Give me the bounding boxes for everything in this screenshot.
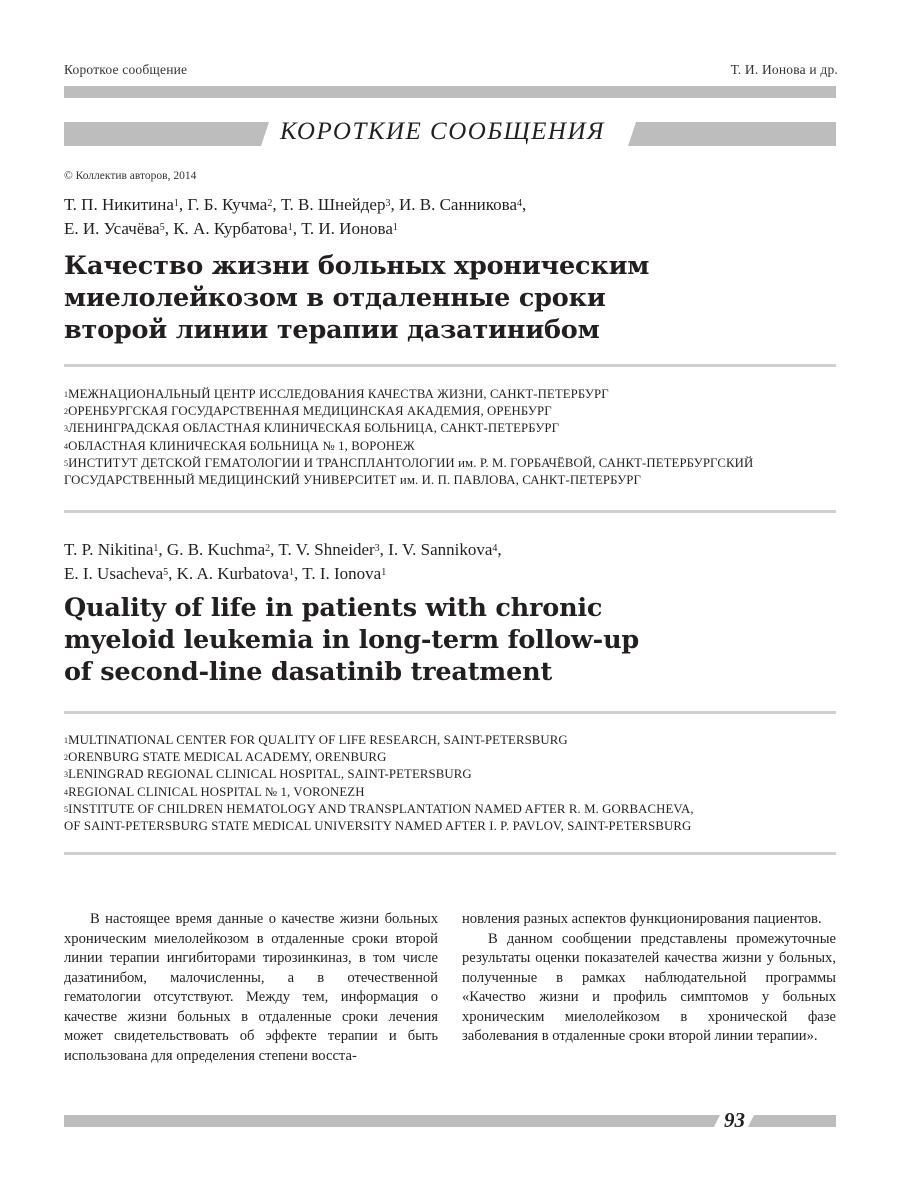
affiliation: $^4$ОБЛАСТНАЯ КЛИНИЧЕСКАЯ БОЛЬНИЦА № 1, ВОРОНЕЖ <box>64 438 415 453</box>
running-header-right: Т. И. Ионова и др. <box>730 62 838 77</box>
title-ru-line: второй линии терапии дазатинибом <box>64 315 600 345</box>
authors-en-line1: T. P. Nikitina$^1$, G. B. Kuchma$^2$, T. V. Shneider$^3$, I. V. Sannikova$^4$, <box>64 540 502 559</box>
affiliation: $^1$МЕЖНАЦИОНАЛЬНЫЙ ЦЕНТР ИССЛЕДОВАНИЯ КАЧЕСТВА ЖИЗНИ, САНКТ-ПЕТЕРБУРГ <box>64 387 609 401</box>
title-en-line: Quality of life in patients with chronic <box>64 593 603 623</box>
divider <box>64 510 836 513</box>
affiliation: $^4$REGIONAL CLINICAL HOSPITAL № 1, VORONEZH <box>64 784 365 799</box>
divider <box>64 711 836 714</box>
affiliation: $^3$LENINGRAD REGIONAL CLINICAL HOSPITAL, SAINT-PETERSBURG <box>64 767 472 782</box>
header-bar <box>64 86 836 98</box>
authors-ru-line2: Е. И. Усачёва$^5$, К. А. Курбатова$^1$, Т. И. Ионова$^1$ <box>64 219 398 238</box>
footer-bar <box>64 1114 836 1128</box>
affiliation: $^1$MULTINATIONAL CENTER FOR QUALITY OF LIFE RESEARCH, SAINT-PETERSBURG <box>64 733 568 747</box>
article-title-ru <box>64 250 854 346</box>
article-title-en <box>64 592 854 688</box>
affiliation: $^3$ЛЕНИНГРАДСКАЯ ОБЛАСТНАЯ КЛИНИЧЕСКАЯ БОЛЬНИЦА, САНКТ-ПЕТЕРБУРГ <box>64 421 560 436</box>
affiliations-en <box>64 732 854 835</box>
copyright: © Коллектив авторов, 2014 <box>64 170 197 182</box>
divider <box>64 852 836 855</box>
affiliations-ru <box>64 386 854 489</box>
affiliation: $^2$ОРЕНБУРГСКАЯ ГОСУДАРСТВЕННАЯ МЕДИЦИНСКАЯ АКАДЕМИЯ, ОРЕНБУРГ <box>64 404 552 419</box>
affiliation: $^2$ORENBURG STATE MEDICAL ACADEMY, ORENBURG <box>64 750 387 765</box>
body-paragraph: новления разных аспектов функционирования пациентов. <box>462 911 822 927</box>
authors-en-line2: E. I. Usacheva$^5$, K. A. Kurbatova$^1$, T. I. Ionova$^1$ <box>64 564 387 583</box>
body-paragraph: В настоящее время данные о качестве жизни больных хроническим миелолейкозом в отдаленные сроки второй линии терапии ингибиторами тирозинкиназ, в том числе дазатинибом, малочисленны, а в отечественной гематологии отсутствуют. Между тем, информация о качестве жизни больных в отдаленные сроки лечения может свидетельствовать об эффекте терапии и быть использована для определения степени восста- <box>64 911 438 1064</box>
page-number: 93 <box>724 1108 745 1132</box>
body-column-right <box>462 910 836 1047</box>
body-paragraph: В данном сообщении представлены промежуточные результаты оценки показателей качества жизни у больных, полученные в рамках наблюдательной программы «Качество жизни и профиль симптомов у больных хроническим миелолейкозом в хронической фазе заболевания в отдаленные сроки второй линии терапии». <box>462 930 836 1044</box>
section-title: КОРОТКИЕ СООБЩЕНИЯ <box>280 118 605 145</box>
title-en-line: myeloid leukemia in long-term follow-up <box>64 625 640 655</box>
title-ru-line: миелолейкозом в отдаленные сроки <box>64 283 606 313</box>
authors-en <box>64 538 844 586</box>
divider <box>64 364 836 367</box>
affiliation: ГОСУДАРСТВЕННЫЙ МЕДИЦИНСКИЙ УНИВЕРСИТЕТ им. И. П. ПАВЛОВА, САНКТ-ПЕТЕРБУРГ <box>64 473 642 488</box>
title-ru-line: Качество жизни больных хроническим <box>64 251 650 281</box>
affiliation: OF SAINT-PETERSBURG STATE MEDICAL UNIVERSITY NAMED AFTER I. P. PAVLOV, SAINT-PETERSBURG <box>64 819 692 834</box>
running-header-left: Короткое сообщение <box>64 62 188 77</box>
affiliation: $^5$INSTITUTE OF CHILDREN HEMATOLOGY AND TRANSPLANTATION NAMED AFTER R. M. GORBACHEVA, <box>64 801 694 816</box>
authors-ru <box>64 193 844 241</box>
affiliation: $^5$ИНСТИТУТ ДЕТСКОЙ ГЕМАТОЛОГИИ И ТРАНСПЛАНТОЛОГИИ им. Р. М. ГОРБАЧЁВОЙ, САНКТ-ПЕТЕРБУРГСКИЙ <box>64 455 754 470</box>
authors-ru-line1: Т. П. Никитина$^1$, Г. Б. Кучма$^2$, Т. В. Шнейдер$^3$, И. В. Санникова$^4$, <box>64 195 527 214</box>
body-column-left <box>64 910 438 1066</box>
title-en-line: of second-line dasatinib treatment <box>64 657 553 687</box>
